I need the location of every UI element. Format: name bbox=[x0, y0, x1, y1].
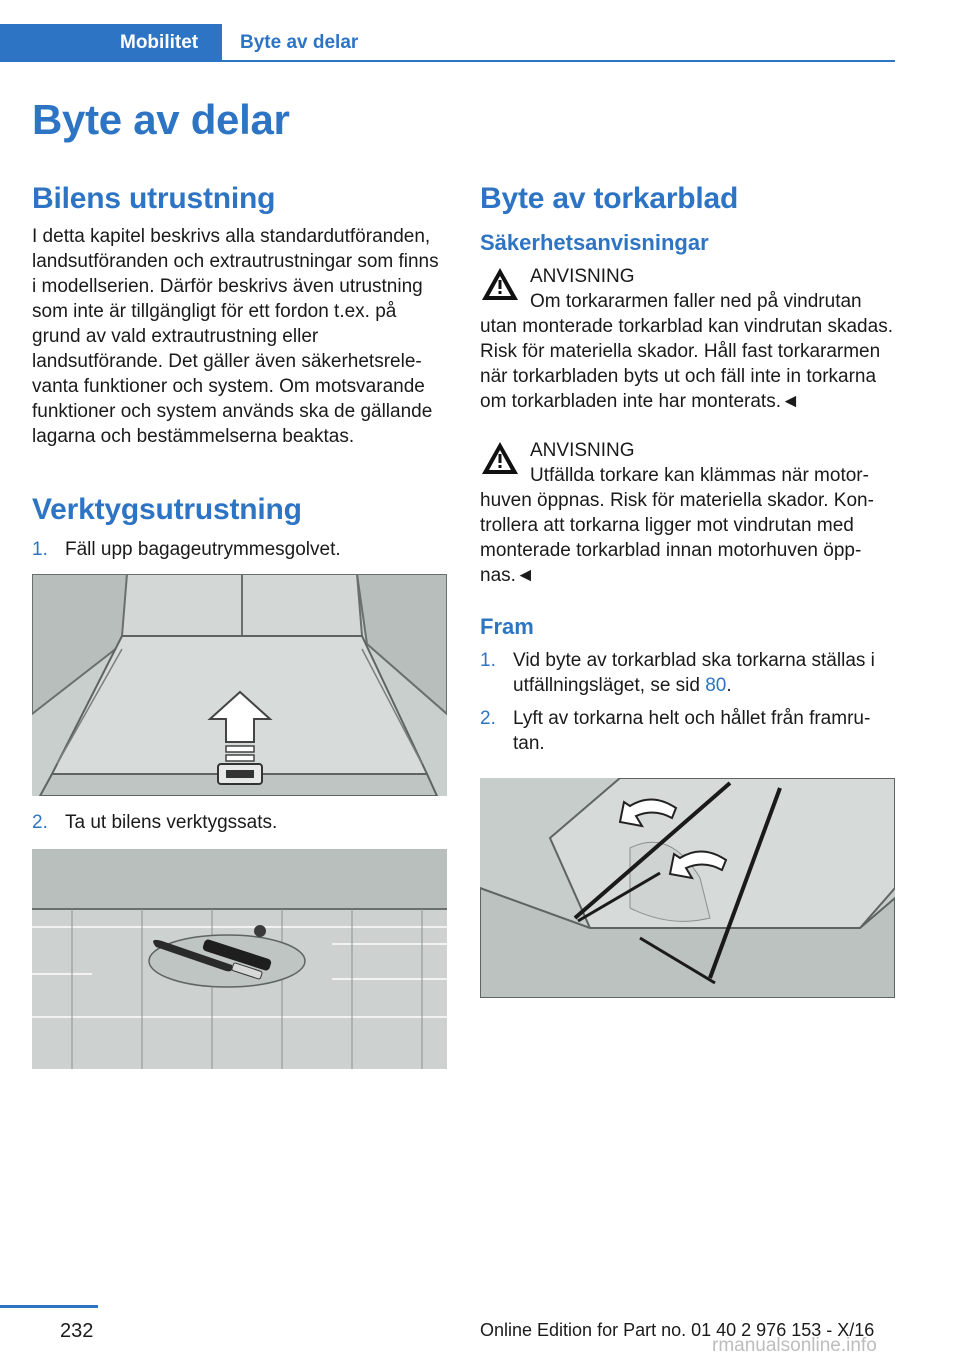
tool-kit-illustration bbox=[32, 849, 447, 1069]
section-body-bilens-utrustning: I detta kapitel beskrivs alla standardutföranden, landsutföranden och extrautrustningar som finns i modellserien. Därför beskrivs även utrustning som inte är tillgängligt för ett fordon t.ex. på grund av vald extrautrustning eller landsutförande. Det gäller även säkerhetsrelevanta funktioner och system. Om motsvarande funktioner och system används ska de gällande lagarna och bestämmelserna beaktas. bbox=[32, 226, 439, 447]
warning-triangle-icon bbox=[480, 440, 520, 476]
step-item bbox=[32, 810, 447, 835]
step-number: 1. bbox=[32, 539, 48, 560]
warning-body: Utfällda torkare kan klämmas när motorhuven öppnas. Risk för materiella skador. Kontrollera att torkarna ligger mot vindrutan med monterade torkarblad innan motorhuven öppnas.◄ bbox=[480, 465, 874, 586]
subsection-title-fram: Fram bbox=[480, 614, 534, 639]
step-text: Vid byte av torkarblad ska torkarna ställas i utfällningsläget, se sid bbox=[513, 650, 875, 696]
header-rule bbox=[0, 60, 895, 62]
step-item bbox=[32, 537, 447, 562]
figure-tool-kit bbox=[32, 849, 447, 1069]
warning-title: ANVISNING bbox=[530, 440, 635, 461]
step-text-end: . bbox=[726, 675, 732, 696]
left-column bbox=[32, 182, 447, 1069]
chapter-header bbox=[0, 24, 895, 62]
cargo-floor-illustration bbox=[32, 574, 447, 796]
page-reference-link[interactable]: 80 bbox=[705, 675, 727, 696]
step-number: 2. bbox=[480, 708, 496, 729]
subsection-title-sakerhetsanvisningar: Säkerhetsanvisningar bbox=[480, 230, 709, 255]
warning-triangle-icon bbox=[480, 266, 520, 302]
warning-note bbox=[480, 264, 895, 414]
edition-note: Online Edition for Part no. 01 40 2 976 153 - X/16 bbox=[480, 1320, 875, 1340]
step-text: Ta ut bilens verktygssats. bbox=[65, 812, 278, 833]
wiper-illustration bbox=[480, 778, 895, 998]
right-column bbox=[480, 182, 895, 998]
step-text: Fäll upp bagageutrymmesgolvet. bbox=[65, 539, 341, 560]
step-item bbox=[480, 706, 895, 756]
footer-rule bbox=[0, 1305, 98, 1308]
step-item bbox=[480, 648, 895, 698]
page-title: Byte av delar bbox=[32, 96, 290, 143]
section-title-byte-av-torkarblad: Byte av torkarblad bbox=[480, 182, 739, 215]
figure-wipers bbox=[480, 778, 895, 998]
page-number: 232 bbox=[60, 1320, 94, 1342]
section-title-verktygsutrustning: Verktygsutrustning bbox=[32, 493, 302, 526]
tab-byte-av-delar[interactable]: Byte av delar bbox=[240, 32, 359, 53]
tab-mobilitet[interactable]: Mobilitet bbox=[0, 24, 222, 61]
watermark: rmanualsonline.info bbox=[712, 1335, 877, 1356]
step-text: Lyft av torkarna helt och hållet från framrutan. bbox=[513, 708, 871, 754]
section-title-bilens-utrustning: Bilens utrustning bbox=[32, 182, 276, 215]
warning-body: Om torkararmen faller ned på vindrutan utan monterade torkarblad kan vindrutan skadas. Risk för materiella skador. Håll fast torkararmen när torkarbladen byts ut och fäll inte in torkarna om torkarbladen inte har monterats.◄ bbox=[480, 291, 893, 412]
step-number: 2. bbox=[32, 812, 48, 833]
figure-cargo-floor bbox=[32, 574, 447, 796]
step-number: 1. bbox=[480, 650, 496, 671]
warning-title: ANVISNING bbox=[530, 266, 635, 287]
warning-note bbox=[480, 438, 895, 588]
